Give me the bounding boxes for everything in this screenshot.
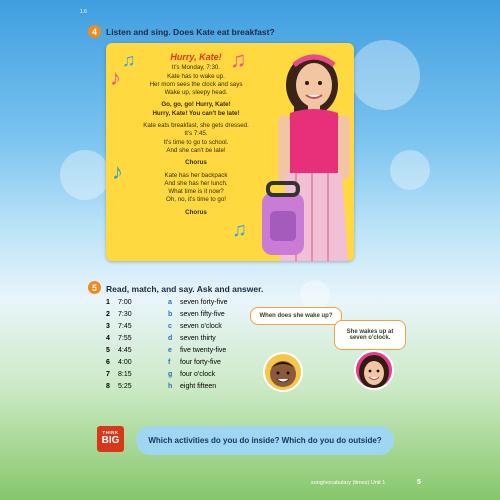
time-words: four o'clock	[180, 370, 216, 378]
answer-letter: b	[168, 310, 173, 318]
chorus-line: Go, go, go! Hurry, Kate!	[161, 101, 231, 109]
time-words: seven fifty-five	[180, 310, 225, 318]
song-line: Kate has to wake up.	[167, 72, 225, 80]
time-words: seven thirty	[180, 334, 216, 342]
page-footer-text: song/vocabulary (times) Unit 1	[311, 480, 386, 486]
song-line: Oh, no, it's time to go!	[166, 196, 226, 204]
question-bubble: When does she wake up?	[250, 307, 342, 325]
music-note-icon: ♫	[232, 219, 247, 241]
song-line: It's 7:45.	[184, 130, 208, 138]
bokeh-light	[390, 150, 430, 190]
song-line: What time is it now?	[168, 188, 224, 196]
boy-avatar	[263, 352, 303, 392]
time-words: eight fifteen	[180, 382, 217, 390]
row-number: 8	[106, 382, 110, 390]
answer-letter: a	[168, 298, 172, 306]
song-lyrics	[128, 53, 264, 217]
digital-time: 7:30	[118, 310, 132, 318]
time-words: four forty-five	[180, 358, 221, 366]
bokeh-light	[350, 40, 420, 110]
row-number: 7	[106, 370, 110, 378]
think-big-question: Which activities do you do inside? Which do you do outside?	[136, 426, 394, 455]
match-row	[106, 356, 221, 368]
match-row	[106, 380, 216, 392]
row-number: 6	[106, 358, 110, 366]
time-words: seven forty-five	[180, 298, 228, 306]
music-note-icon: ♪	[110, 65, 121, 90]
think-big-logo-top: THINK	[102, 430, 119, 435]
answer-letter: e	[168, 346, 172, 354]
digital-time: 8:15	[118, 370, 132, 378]
section-4-instruction: Listen and sing. Does Kate eat breakfast?	[106, 27, 275, 37]
song-line: And she can't be late!	[166, 146, 226, 154]
match-row	[106, 296, 227, 308]
section-4-badge: 4	[88, 25, 101, 38]
match-row	[106, 344, 226, 356]
girl-avatar	[354, 350, 394, 390]
song-line: Her mom sees the clock and says	[149, 80, 243, 88]
match-row	[106, 332, 216, 344]
chorus-label: Chorus	[185, 208, 207, 216]
time-words: five twenty-five	[180, 346, 227, 354]
girl-photo	[256, 43, 354, 261]
answer-letter: g	[168, 370, 173, 378]
bokeh-light	[60, 150, 110, 200]
music-note-icon: ♪	[112, 159, 123, 184]
row-number: 2	[106, 310, 110, 318]
digital-time: 4:45	[118, 346, 132, 354]
row-number: 5	[106, 346, 110, 354]
match-row	[106, 320, 222, 332]
music-note-icon: ♫	[230, 47, 247, 72]
song-line: It's Monday, 7:30.	[171, 64, 221, 72]
match-row	[106, 368, 215, 380]
music-note-icon: ♫	[122, 50, 136, 70]
section-5-instruction: Read, match, and say. Ask and answer.	[106, 284, 264, 294]
digital-time: 7:55	[118, 334, 132, 342]
match-row	[106, 308, 225, 320]
time-words: seven o'clock	[180, 322, 222, 330]
answer-letter: f	[168, 358, 171, 366]
page-number: 5	[417, 479, 421, 486]
think-big-logo-bottom: BIG	[101, 435, 120, 446]
digital-time: 7:00	[118, 298, 132, 306]
row-number: 4	[106, 334, 110, 342]
song-line: Kate eats breakfast, she gets dressed.	[143, 122, 249, 130]
section-5-badge: 5	[88, 281, 101, 294]
digital-time: 5:25	[118, 382, 132, 390]
chorus-line: Hurry, Kate! You can't be late!	[152, 109, 240, 117]
song-line: Wake up, sleepy head.	[164, 89, 228, 97]
audio-track-label: 1.6	[80, 9, 87, 15]
answer-letter: c	[168, 322, 172, 330]
song-line: Kate has her backpack	[164, 171, 228, 179]
row-number: 1	[106, 298, 110, 306]
chorus-label: Chorus	[185, 159, 207, 167]
think-big-logo	[97, 426, 124, 452]
answer-bubble: She wakes up at seven o'clock.	[334, 320, 406, 350]
digital-time: 4:00	[118, 358, 132, 366]
song-card	[106, 43, 354, 261]
answer-letter: h	[168, 382, 173, 390]
song-line: It's time to go to school.	[163, 138, 229, 146]
song-line: And she has her lunch.	[164, 179, 228, 187]
row-number: 3	[106, 322, 110, 330]
song-title: Hurry, Kate!	[170, 52, 222, 62]
bokeh-light	[300, 280, 330, 310]
answer-letter: d	[168, 334, 173, 342]
digital-time: 7:45	[118, 322, 132, 330]
